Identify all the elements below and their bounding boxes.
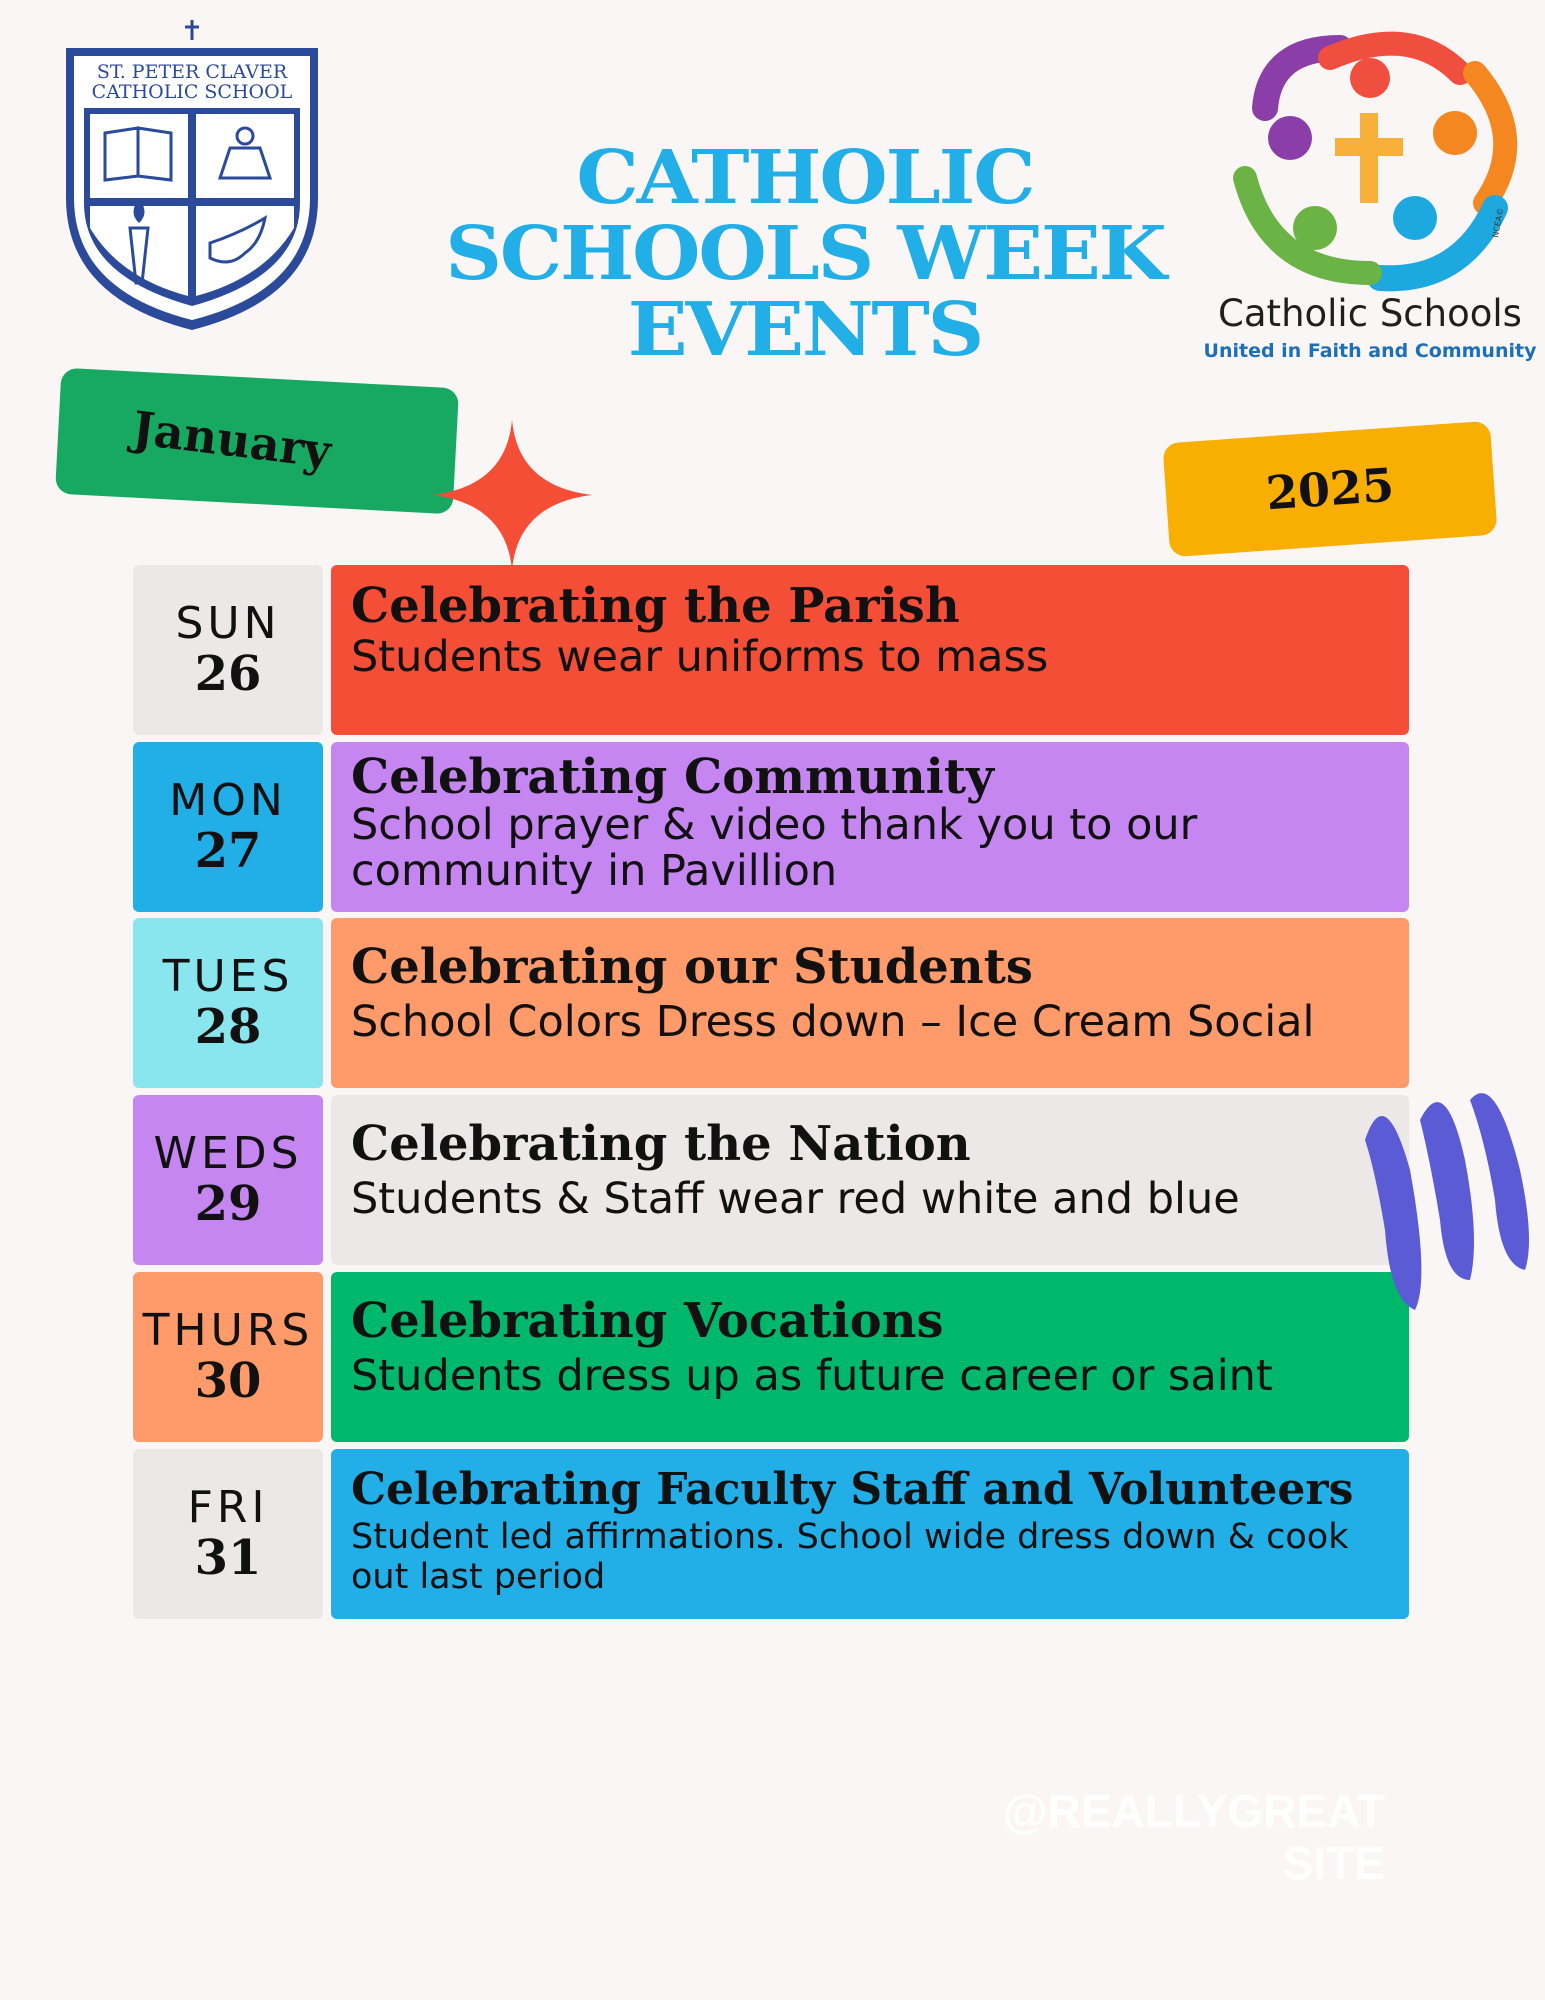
event-description: Students & Staff wear red white and blue [351, 1174, 1240, 1224]
year-label: 2025 [1264, 457, 1396, 521]
event-day-number: 28 [194, 999, 262, 1055]
event-day-box [133, 1449, 323, 1619]
event-description: Student led affirmations. School wide dress down & cook out last period [351, 1517, 1349, 1597]
event-card [331, 742, 1409, 912]
event-day-box [133, 918, 323, 1088]
event-weekday: MON [169, 775, 287, 826]
event-description: Students wear uniforms to mass [351, 632, 1049, 682]
event-description: Students dress up as future career or saint [351, 1351, 1273, 1401]
event-title: Celebrating Community [351, 749, 994, 805]
event-card [331, 918, 1409, 1088]
event-day-box [133, 742, 323, 912]
event-title: Celebrating Faculty Staff and Volunteers [351, 1464, 1354, 1515]
event-day-box [133, 565, 323, 735]
event-card [331, 1095, 1409, 1265]
event-weekday: THURS [142, 1305, 314, 1356]
sparkle-star-icon [432, 420, 592, 570]
school-crest-logo [60, 18, 325, 334]
event-weekday: FRI [187, 1482, 269, 1533]
logo-name: Catholic Schools [1218, 292, 1522, 335]
month-badge [55, 368, 459, 515]
event-day-number: 31 [194, 1530, 262, 1586]
event-title: Celebrating the Parish [351, 578, 960, 634]
event-day-number: 26 [194, 646, 262, 702]
page-title [376, 135, 1235, 373]
squiggle-decoration [1345, 1080, 1535, 1320]
event-title: Celebrating Vocations [351, 1293, 944, 1349]
title-line2: SCHOOLS WEEK [445, 211, 1165, 297]
ncea-mark: NCEA© [1491, 207, 1506, 239]
watermark-line2: SITE [1282, 1837, 1385, 1889]
event-card [331, 565, 1409, 735]
watermark-line1: @REALLYGREAT [1002, 1785, 1385, 1837]
logo-tagline: United in Faith and Community [1203, 340, 1537, 362]
event-card [331, 1449, 1409, 1619]
event-day-box [133, 1272, 323, 1442]
event-weekday: TUES [162, 951, 294, 1002]
crest-name-line2: CATHOLIC SCHOOL [91, 81, 293, 103]
event-day-number: 29 [194, 1176, 262, 1232]
year-badge [1162, 421, 1497, 558]
title-line3: EVENTS [627, 287, 983, 373]
event-weekday: WEDS [153, 1128, 303, 1179]
event-day-number: 30 [194, 1353, 262, 1409]
event-description: School Colors Dress down – Ice Cream Social [351, 997, 1315, 1047]
event-title: Celebrating our Students [351, 939, 1033, 995]
event-title: Celebrating the Nation [351, 1116, 971, 1172]
event-weekday: SUN [175, 598, 281, 649]
event-day-box [133, 1095, 323, 1265]
event-description: School prayer & video thank you to our community in Pavillion [351, 800, 1198, 896]
crest-name-line1: ST. PETER CLAVER [96, 61, 288, 83]
event-card [331, 1272, 1409, 1442]
title-line1: CATHOLIC [576, 135, 1034, 221]
watermark [1000, 1785, 1385, 1889]
event-day-number: 27 [194, 823, 262, 879]
month-label: January [129, 400, 335, 479]
